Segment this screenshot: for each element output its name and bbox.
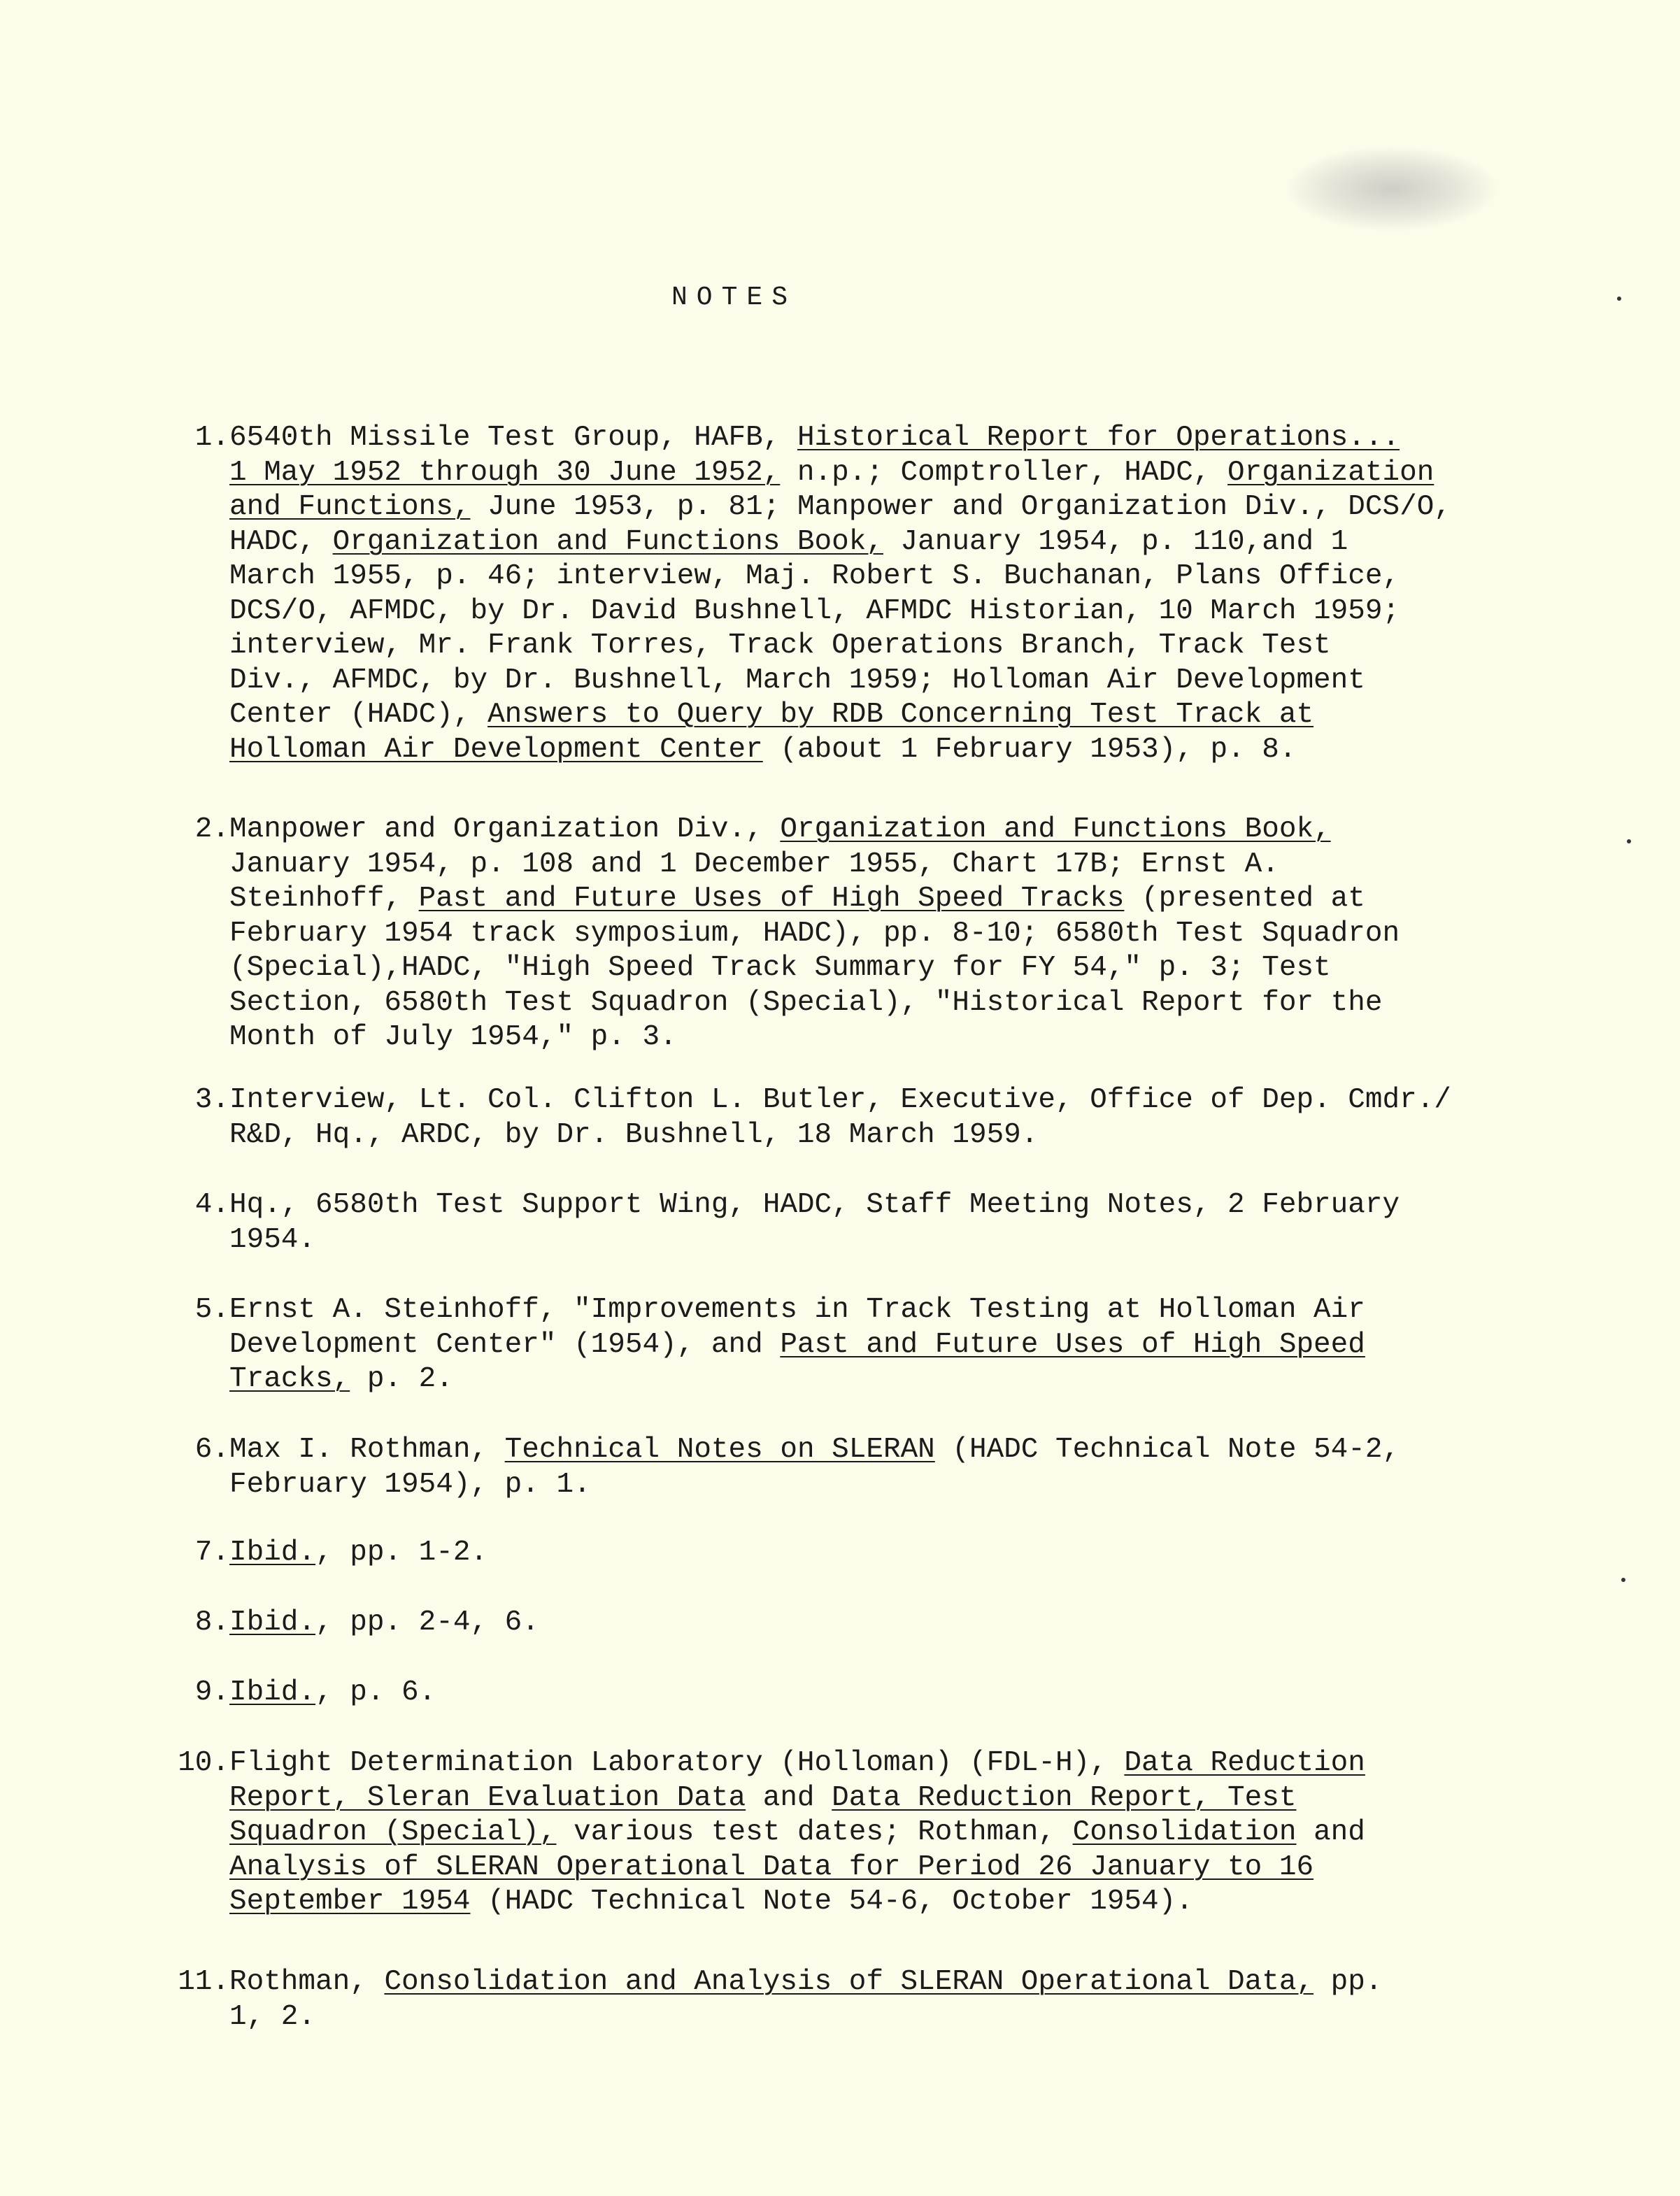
text-segment: (presented at [1124,883,1365,915]
text-segment: Interview, Lt. Col. Clifton L. Butler, Executive, Office of Dep. Cmdr./ [229,1084,1451,1116]
underlined-title: September 1954 [229,1885,471,1918]
note-line [229,664,1451,699]
note-line [229,882,1400,917]
note-item [120,1188,1400,1256]
note-line [229,559,1451,594]
note-text [229,1433,1400,1502]
note-line [229,1965,1382,2000]
note-line [229,951,1400,986]
underlined-title: Organization [1227,456,1435,489]
note-number: 3. [194,1084,229,1116]
text-segment: and [746,1781,832,1814]
margin-dot [1621,1578,1625,1582]
text-segment: HADC, [229,525,333,558]
note-item [120,1293,1365,1395]
underlined-title: and Functions, [229,491,471,523]
note-line [229,1781,1365,1816]
note-line [229,1816,1365,1851]
text-segment: Rothman, [229,1966,385,1998]
note-line [229,1468,1400,1503]
note-line [229,421,1451,456]
note-item [120,1676,436,1711]
underlined-title: Squadron (Special), [229,1816,557,1848]
note-text [229,1293,1365,1397]
text-segment: 1, 2. [229,2000,316,2033]
note-number: 11. [178,1966,229,1998]
note-text [229,1188,1400,1257]
underlined-title: Analysis of SLERAN Operational Data for Period 26 January to 16 [229,1851,1314,1883]
note-line [229,629,1451,664]
text-segment: Ernst A. Steinhoff, "Improvements in Track Testing at Holloman Air [229,1294,1365,1326]
note-line [229,490,1451,525]
note-number: 9. [194,1676,229,1709]
text-segment: Steinhoff, [229,883,419,915]
note-text [229,1536,487,1571]
note-line [229,525,1451,560]
note-text [229,421,1451,767]
note-item [120,1083,1451,1151]
text-segment: (HADC Technical Note 54-6, October 1954). [470,1885,1193,1918]
underlined-title: Ibid. [229,1606,316,1639]
note-line [229,1362,1365,1397]
text-segment: , pp. 2-4, 6. [315,1606,539,1639]
note-line [229,1083,1451,1118]
note-item [120,1606,539,1641]
note-text [229,1965,1382,2034]
note-line [229,1536,487,1571]
underlined-title: Report, Sleran Evaluation Data [229,1781,746,1814]
note-line [229,848,1400,883]
text-segment: Development Center" (1954), and [229,1328,781,1361]
note-line [229,594,1451,629]
underlined-title: Holloman Air Development Center [229,733,763,766]
underlined-title: Data Reduction [1124,1747,1365,1779]
text-segment: (Special),HADC, "High Speed Track Summary for FY 54," p. 3; Test [229,952,1331,984]
underlined-title: Consolidation and Analysis of SLERAN Operational Data, [384,1966,1314,1998]
text-segment: , p. 6. [315,1676,436,1709]
underlined-title: Consolidation [1072,1816,1297,1848]
note-line [229,1293,1365,1328]
note-number: 5. [194,1294,229,1326]
note-line [229,1746,1365,1781]
text-segment: February 1954), p. 1. [229,1468,591,1501]
underlined-title: Organization and Functions Book, [780,813,1331,846]
note-line [229,1885,1365,1920]
underlined-title: Historical Report for Operations... [797,422,1400,454]
text-segment: and [1296,1816,1365,1848]
note-line [229,1606,539,1641]
text-segment: pp. [1314,1966,1383,1998]
underlined-title: Ibid. [229,1537,316,1569]
note-number: 10. [178,1747,229,1779]
text-segment: Section, 6580th Test Squadron (Special), "Historical Report for the [229,986,1383,1019]
note-item [120,1965,1383,2033]
note-line [229,1433,1400,1468]
note-item [120,1433,1400,1501]
text-segment: , pp. 1-2. [315,1537,488,1569]
note-line [229,2000,1382,2035]
note-number: 2. [194,813,229,846]
text-segment: Div., AFMDC, by Dr. Bushnell, March 1959; Holloman Air Development [229,664,1365,697]
underlined-title: Ibid. [229,1676,316,1709]
note-text [229,1676,436,1711]
text-segment: Center (HADC), [229,699,488,731]
note-line [229,986,1400,1021]
text-segment: (about 1 February 1953), p. 8. [762,733,1297,766]
text-segment: Flight Determination Laboratory (Holloman) (FDL-H), [229,1747,1125,1779]
note-number: 6. [194,1434,229,1466]
text-segment: p. 2. [350,1363,453,1395]
text-segment: March 1955, p. 46; interview, Maj. Robert S. Buchanan, Plans Office, [229,560,1400,592]
text-segment: January 1954, p. 110,and 1 [883,525,1348,558]
note-item [120,1536,488,1571]
text-segment: January 1954, p. 108 and 1 December 1955, Chart 17B; Ernst A. [229,848,1279,880]
text-segment: R&D, Hq., ARDC, by Dr. Bushnell, 18 March 1959. [229,1118,1039,1151]
text-segment: Hq., 6580th Test Support Wing, HADC, Staff Meeting Notes, 2 February [229,1189,1400,1221]
note-number: 4. [194,1189,229,1221]
text-segment: June 1953, p. 81; Manpower and Organization Div., DCS/O, [470,491,1451,523]
note-text [229,1746,1365,1920]
underlined-title: Past and Future Uses of High Speed Tracks [418,883,1125,915]
underlined-title: Past and Future Uses of High Speed [780,1328,1365,1361]
text-segment: February 1954 track symposium, HADC), pp. 8-10; 6580th Test Squadron [229,917,1400,950]
text-segment: Manpower and Organization Div., [229,813,781,846]
text-segment: 6540th Missile Test Group, HAFB, [229,422,797,454]
note-item [120,813,1400,1053]
ink-smudge [1287,147,1497,231]
underlined-title: Data Reduction Report, Test [832,1781,1297,1814]
note-item [120,421,1451,766]
note-line [229,1851,1365,1885]
note-text [229,813,1400,1055]
note-number: 7. [194,1537,229,1569]
underlined-title: Answers to Query by RDB Concerning Test Track at [487,699,1314,731]
text-segment: Max I. Rothman, [229,1434,505,1466]
note-line [229,1223,1400,1258]
text-segment: (HADC Technical Note 54-2, [934,1434,1400,1466]
note-number: 8. [194,1606,229,1639]
note-line [229,1188,1400,1223]
underlined-title: Organization and Functions Book, [332,525,883,558]
text-segment: various test dates; Rothman, [556,1816,1073,1848]
text-segment: 1954. [229,1223,316,1256]
text-segment: DCS/O, AFMDC, by Dr. David Bushnell, AFMDC Historian, 10 March 1959; [229,594,1400,627]
note-text [229,1083,1451,1153]
text-segment: n.p.; Comptroller, HADC, [780,456,1228,489]
underlined-title: 1 May 1952 through 30 June 1952, [229,456,781,489]
note-line [229,1328,1365,1363]
note-text [229,1606,539,1641]
underlined-title: Tracks, [229,1363,350,1395]
note-number: 1. [194,422,229,454]
note-line [229,733,1451,768]
note-line [229,698,1451,733]
margin-dot [1617,297,1621,301]
underlined-title: Technical Notes on SLERAN [504,1434,935,1466]
note-line [229,813,1400,848]
note-item [120,1746,1365,1918]
page-title: NOTES [671,283,797,313]
text-segment: Month of July 1954," p. 3. [229,1021,677,1053]
text-segment: interview, Mr. Frank Torres, Track Operations Branch, Track Test [229,629,1331,662]
note-line [229,1676,436,1711]
note-line [229,917,1400,952]
note-line [229,1118,1451,1153]
margin-dot [1627,839,1631,843]
note-line [229,1020,1400,1055]
note-line [229,456,1451,491]
